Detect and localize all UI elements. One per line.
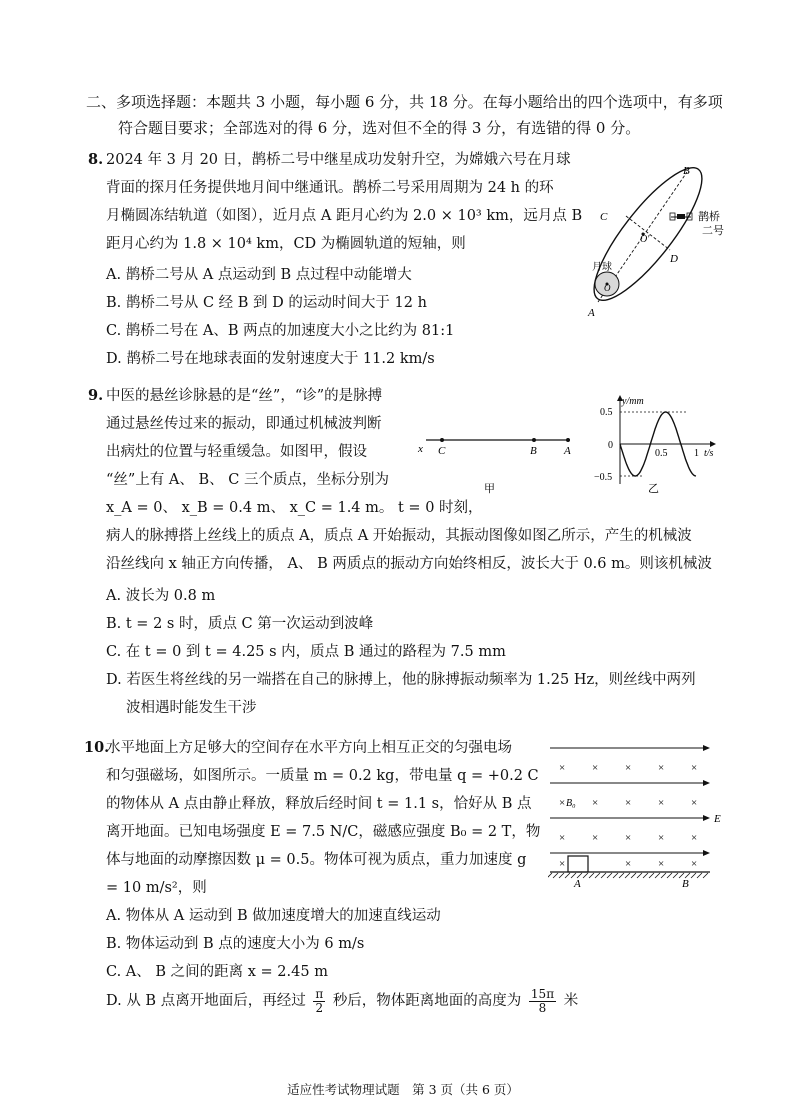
magnetic-cross-icon: × xyxy=(625,832,632,844)
label-a: A xyxy=(574,878,581,890)
q8-option-a: A. 鹊桥二号从 A 点运动到 B 点过程中动能增大 xyxy=(106,267,412,283)
q9-option-a: A. 波长为 0.8 m xyxy=(106,588,216,604)
point-c xyxy=(440,438,444,442)
magnetic-cross-icon: × xyxy=(625,762,632,774)
q9-option-b: B. t = 2 s 时，质点 C 第一次运动到波峰 xyxy=(106,616,374,632)
label-o: O xyxy=(604,283,611,293)
e-field-arrow-icon xyxy=(703,780,710,786)
q10-option-d-pre: D. 从 B 点离开地面后，再经过 xyxy=(106,993,306,1009)
hatch-mark xyxy=(589,873,594,878)
q9-stem-line: 病人的脉搏搭上丝线上的质点 A，质点 A 开始振动，其振动图像如图乙所示，产生的机械波 xyxy=(106,528,692,544)
fraction-pi-over-2 xyxy=(313,988,325,1015)
magnetic-cross-icon: × xyxy=(625,797,632,809)
hatch-mark xyxy=(649,873,654,878)
q9-number: 9. xyxy=(88,387,104,404)
q9-option-d-cont: 波相遇时能发生干涉 xyxy=(126,700,257,716)
x-axis-arrow-icon xyxy=(710,441,716,447)
hatch-mark xyxy=(548,873,552,878)
hatch-mark xyxy=(673,873,678,878)
hatch-mark xyxy=(655,873,660,878)
hatch-mark xyxy=(583,873,588,878)
q8-orbit-figure xyxy=(570,150,740,320)
q9-stem-line: 沿丝线向 x 轴正方向传播， A、 B 两质点的振动方向始终相反，波长大于 0.6 m。则该机械波 xyxy=(106,556,712,572)
q10-stem-line: 水平地面上方足够大的空间存在水平方向上相互正交的匀强电场 xyxy=(106,740,512,756)
hatch-mark xyxy=(553,873,558,878)
q9-stem-line: x_A = 0、 x_B = 0.4 m、 x_C = 1.4 m。 t = 0 时刻， xyxy=(106,500,483,516)
q8-option-c: C. 鹊桥二号在 A、B 两点的加速度大小之比约为 81:1 xyxy=(106,323,455,339)
q10-stem-line: 和匀强磁场，如图所示。一质量 m = 0.2 kg，带电量 q = +0.2 C xyxy=(106,768,539,784)
q10-stem-line: 体与地面的动摩擦因数 μ = 0.5。物体可视为质点，重力加速度 g xyxy=(106,852,527,868)
q9-figure-jia xyxy=(412,426,582,496)
caption-jia: 甲 xyxy=(484,483,495,495)
magnetic-cross-icon: × xyxy=(658,797,665,809)
y-tick-bottom: −0.5 xyxy=(594,472,613,483)
section-heading-line1: 二、多项选择题：本题共 3 小题，每小题 6 分，共 18 分。在每小题给出的四个选项中，有多项 xyxy=(86,93,723,111)
label-d: D xyxy=(670,253,678,265)
label-a: A xyxy=(588,307,595,319)
q9-stem-line: 中医的悬丝诊脉悬的是“丝”，“诊”的是脉搏 xyxy=(106,388,383,404)
hatch-mark xyxy=(703,873,708,878)
label-a: A xyxy=(564,445,571,457)
satellite-icon xyxy=(670,213,692,220)
hatch-mark xyxy=(613,873,618,878)
magnetic-cross-icon: × xyxy=(559,797,566,809)
magnetic-cross-icon: × xyxy=(559,832,566,844)
q8-option-b: B. 鹊桥二号从 C 经 B 到 D 的运动时间大于 12 h xyxy=(106,295,427,311)
q9-stem-line: 出病灶的位置与轻重缓急。如图甲，假设 xyxy=(106,444,367,460)
fraction-denominator: 8 xyxy=(538,1000,547,1015)
fraction-numerator: 15π xyxy=(530,986,555,1001)
hatch-mark xyxy=(691,873,696,878)
hatch-mark xyxy=(631,873,636,878)
label-c: C xyxy=(600,211,608,223)
x-tick-half: 0.5 xyxy=(655,448,668,459)
q10-option-d xyxy=(106,984,578,1018)
label-b: B xyxy=(682,878,689,890)
q8-stem-line: 2024 年 3 月 20 日，鹊桥二号中继星成功发射升空，为嫦娥六号在月球 xyxy=(106,152,571,168)
hatch-mark xyxy=(643,873,648,878)
q9-option-d: D. 若医生将丝线的另一端搭在自己的脉搏上，他的脉搏振动频率为 1.25 Hz，则丝线中两列 xyxy=(106,672,696,688)
label-x: x xyxy=(418,443,423,455)
q10-number: 10. xyxy=(84,739,110,756)
q10-stem-line: = 10 m/s²，则 xyxy=(106,880,207,896)
fraction-denominator: 2 xyxy=(315,1000,324,1015)
hatch-mark xyxy=(667,873,672,878)
magnetic-cross-icon: × xyxy=(559,762,566,774)
magnetic-cross-icon: × xyxy=(658,832,665,844)
q10-option-d-post: 米 xyxy=(563,993,579,1009)
e-field-arrow-icon xyxy=(703,745,710,751)
magnetic-cross-icon: × xyxy=(658,762,665,774)
label-b: B xyxy=(683,165,690,177)
q8-stem-line: 月椭圆冻结轨道（如图），近月点 A 距月心约为 2.0 × 10³ km，远月点 B xyxy=(106,208,583,224)
magnetic-cross-icon: × xyxy=(658,858,665,870)
q10-field-figure xyxy=(548,740,728,890)
magnetic-cross-icon: × xyxy=(691,858,698,870)
magnetic-cross-icon: × xyxy=(691,832,698,844)
x-label: t/s xyxy=(704,448,714,459)
hatch-mark xyxy=(559,873,564,878)
q10-stem-line: 的物体从 A 点由静止释放，释放后经时间 t = 1.1 s，恰好从 B 点 xyxy=(106,796,532,812)
page-footer: 适应性考试物理试题 第 3 页（共 6 页） xyxy=(287,1082,519,1097)
q9-stem-line: 通过悬丝传过来的振动，即通过机械波判断 xyxy=(106,416,382,432)
point-a xyxy=(566,438,570,442)
hatch-mark xyxy=(601,873,606,878)
hatch-mark xyxy=(607,873,612,878)
magnetic-field-crosses xyxy=(559,762,697,870)
q9-figure-yi xyxy=(592,394,732,498)
q9-option-c: C. 在 t = 0 到 t = 4.25 s 内，质点 B 通过的路程为 7.5 mm xyxy=(106,644,506,660)
satellite-label-1: 鹊桥 xyxy=(698,211,720,223)
hatch-mark xyxy=(625,873,630,878)
magnetic-cross-icon: × xyxy=(625,858,632,870)
q9-stem-line: “丝”上有 A、 B、 C 三个质点，坐标分别为 xyxy=(106,472,389,488)
point-b xyxy=(532,438,536,442)
x-tick-one: 1 xyxy=(694,448,699,459)
magnetic-cross-icon: × xyxy=(592,832,599,844)
q10-option-a: A. 物体从 A 运动到 B 做加速度增大的加速直线运动 xyxy=(106,908,441,924)
section-heading-line2: 符合题目要求；全部选对的得 6 分，选对但不全的得 3 分，有选错的得 0 分。 xyxy=(118,119,641,137)
magnetic-cross-icon: × xyxy=(592,797,599,809)
hatch-mark xyxy=(595,873,600,878)
hatch-mark xyxy=(637,873,642,878)
e-field-arrow-icon xyxy=(703,815,710,821)
caption-yi: 乙 xyxy=(648,483,659,495)
fraction-numerator: π xyxy=(315,986,324,1001)
hatch-mark xyxy=(697,873,702,878)
y-tick-top: 0.5 xyxy=(600,407,613,418)
q10-option-b: B. 物体运动到 B 点的速度大小为 6 m/s xyxy=(106,936,365,952)
charged-block xyxy=(568,856,588,872)
hatch-mark xyxy=(565,873,570,878)
magnetic-cross-icon: × xyxy=(691,797,698,809)
e-field-arrow-icon xyxy=(703,850,710,856)
hatch-mark xyxy=(619,873,624,878)
q10-option-d-mid: 秒后，物体距离地面的高度为 xyxy=(332,993,522,1009)
label-b: B xyxy=(530,445,537,457)
q8-number: 8. xyxy=(88,151,104,168)
y-label: y/mm xyxy=(622,396,644,407)
label-b0: B₀ xyxy=(566,798,576,809)
fraction-15pi-over-8 xyxy=(529,988,556,1015)
moon-label: 月球 xyxy=(592,262,612,273)
q10-option-c: C. A、 B 之间的距离 x = 2.45 m xyxy=(106,964,328,980)
magnetic-cross-icon: × xyxy=(559,858,566,870)
magnetic-cross-icon: × xyxy=(592,762,599,774)
q8-stem-line: 距月心约为 1.8 × 10⁴ km，CD 为椭圆轨道的短轴，则 xyxy=(106,236,466,252)
label-o-prime: O′ xyxy=(640,234,650,245)
label-c: C xyxy=(438,445,446,457)
q8-stem-line: 背面的探月任务提供地月间中继通讯。鹊桥二号采用周期为 24 h 的环 xyxy=(106,180,554,196)
y-tick-zero: 0 xyxy=(608,440,613,451)
q8-option-d: D. 鹊桥二号在地球表面的发射速度大于 11.2 km/s xyxy=(106,351,435,367)
hatch-mark xyxy=(661,873,666,878)
q10-stem-line: 离开地面。已知电场强度 E = 7.5 N/C，磁感应强度 B₀ = 2 T，物 xyxy=(106,824,541,840)
magnetic-cross-icon: × xyxy=(691,762,698,774)
satellite-label-2: 二号 xyxy=(702,225,724,237)
label-e: E xyxy=(714,813,721,825)
